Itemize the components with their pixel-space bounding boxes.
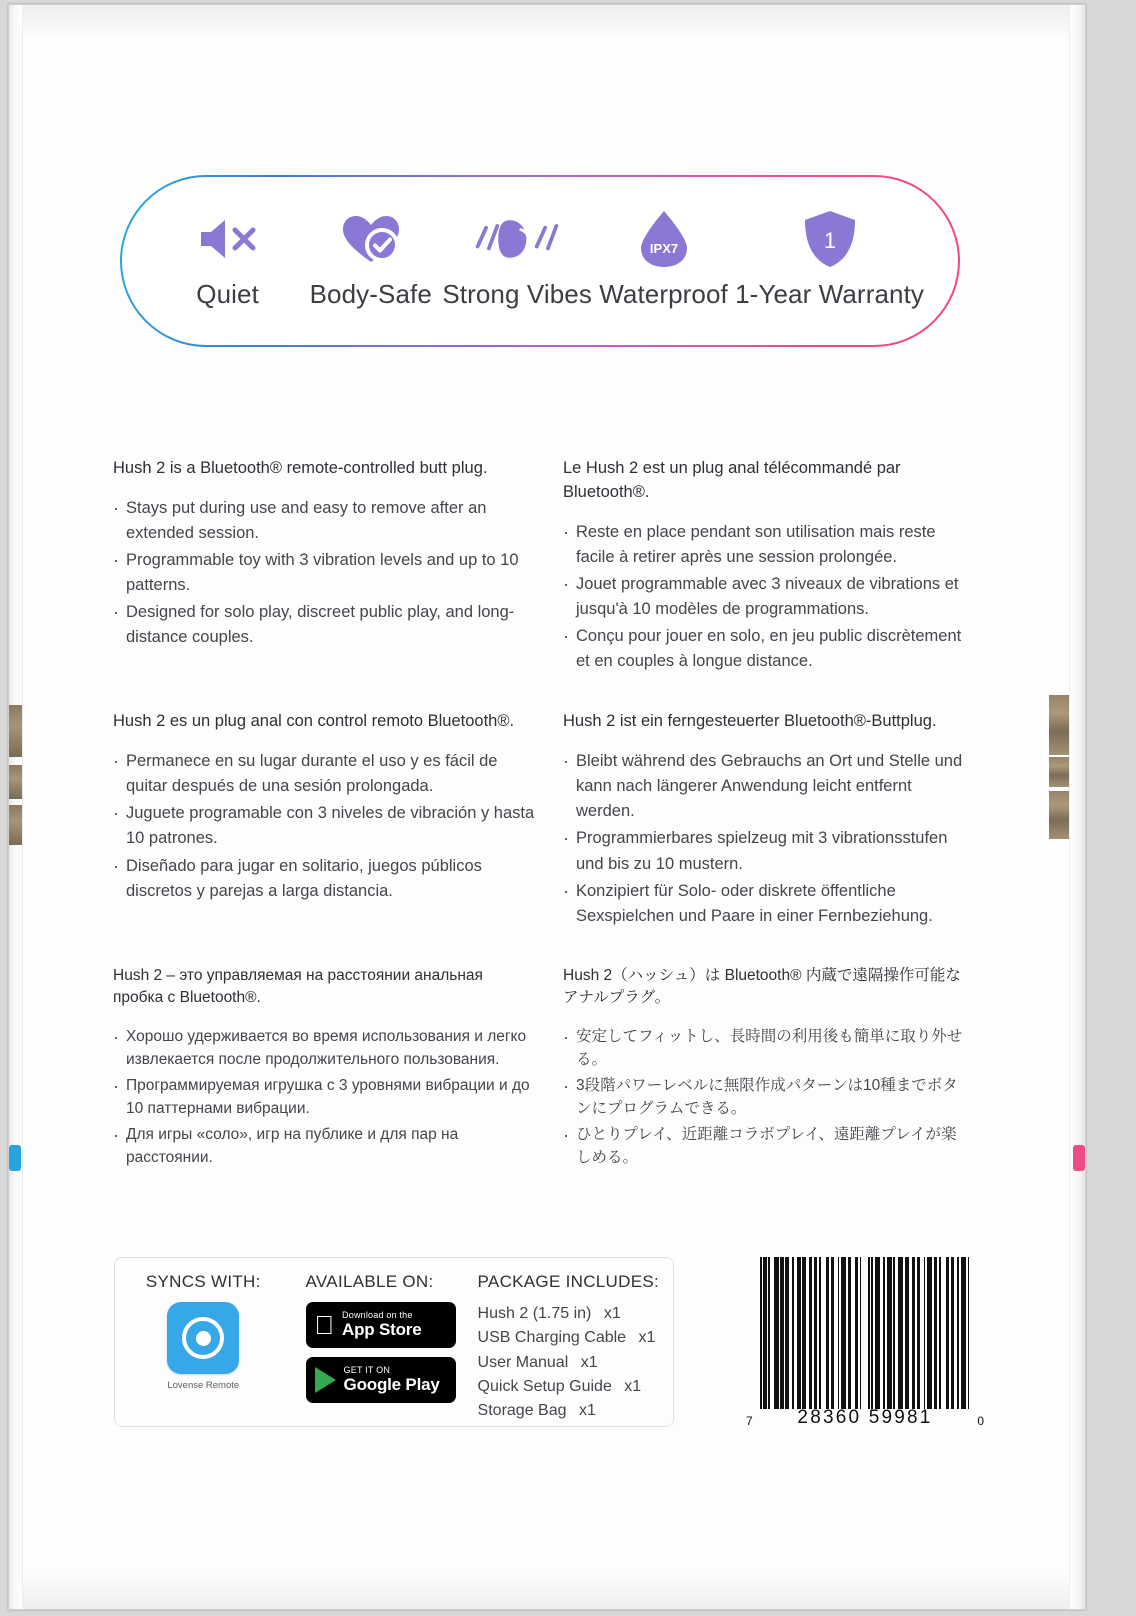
list-item: · 3段階パワーレベルに無限作成パターンは10種までボタンにプログラムできる。 bbox=[563, 1074, 967, 1121]
app-name-label: Lovense Remote bbox=[167, 1380, 240, 1391]
item-qty: x1 bbox=[624, 1377, 642, 1395]
package-includes-section bbox=[464, 1272, 673, 1426]
list-item bbox=[478, 1375, 659, 1399]
description-bullets bbox=[113, 749, 537, 903]
barcode-main-digits: 28360 59981 bbox=[797, 1407, 933, 1428]
feature-label: Waterproof bbox=[599, 279, 728, 309]
mute-speaker-icon bbox=[183, 205, 273, 273]
feature-highlights-pill bbox=[120, 175, 960, 347]
list-item: · Programmable toy with 3 vibration levels and up to 10 patterns. bbox=[113, 548, 537, 598]
description-block-ru bbox=[113, 965, 563, 1172]
list-item: · ひとりプレイ、近距離コラボプレイ、遠距離プレイが楽しめる。 bbox=[563, 1123, 967, 1170]
description-bullets bbox=[563, 520, 967, 674]
cardboard-strip bbox=[9, 765, 22, 799]
app-store-badge[interactable] bbox=[306, 1302, 456, 1348]
badge-name: Google Play bbox=[343, 1374, 440, 1394]
item-qty: x1 bbox=[580, 1353, 598, 1371]
cardboard-strip bbox=[9, 705, 22, 757]
list-item: · Designed for solo play, discreet public play, and long-distance couples. bbox=[113, 600, 537, 650]
barcode bbox=[746, 1257, 984, 1437]
section-title: PACKAGE INCLUDES: bbox=[477, 1272, 659, 1291]
list-item: · Bleibt während des Gebrauchs an Ort und Stelle und kann nach längerer Anwendung leicht entfernt werden. bbox=[563, 749, 967, 824]
item-qty: x1 bbox=[638, 1329, 656, 1347]
description-heading: Hush 2 es un plug anal con control remoto Bluetooth®. bbox=[113, 712, 515, 731]
list-item bbox=[478, 1399, 659, 1423]
item-name: USB Charging Cable bbox=[477, 1329, 627, 1347]
apple-logo-icon bbox=[315, 1312, 335, 1338]
list-item: · Программируемая игрушка с 3 уровнями вибрации и до 10 паттернами вибрации. bbox=[113, 1074, 537, 1121]
list-item: · Programmierbares spielzeug mit 3 vibrationsstufen und bis zu 10 mustern. bbox=[563, 826, 967, 876]
vibration-icon bbox=[472, 205, 562, 273]
description-heading: Hush 2 is a Bluetooth® remote-controlled butt plug. bbox=[113, 459, 488, 477]
waterdrop-ipx7-icon bbox=[619, 205, 709, 273]
feature-label: Body-Safe bbox=[309, 279, 432, 309]
list-item: · Juguete programable con 3 niveles de vibración y hasta 10 patrones. bbox=[113, 801, 537, 851]
description-heading: Hush 2（ハッシュ）は Bluetooth® 内蔵で遠隔操作可能なアナルプラグ。 bbox=[563, 966, 961, 1007]
multilingual-description bbox=[113, 457, 993, 1206]
cardboard-strip bbox=[9, 805, 22, 845]
description-block-ja bbox=[563, 965, 993, 1172]
shield-one-icon bbox=[785, 205, 875, 273]
list-item: · Reste en place pendant son utilisation mais reste facile à retirer après une session prolongée. bbox=[563, 520, 967, 570]
pink-edge-accent bbox=[1073, 1145, 1085, 1171]
description-block-es bbox=[113, 710, 563, 930]
google-play-icon bbox=[315, 1367, 336, 1393]
product-box-back-panel bbox=[8, 4, 1086, 1610]
description-block-en bbox=[113, 457, 563, 676]
description-bullets bbox=[113, 496, 537, 650]
blue-edge-accent bbox=[9, 1145, 21, 1171]
lovense-remote-app-icon bbox=[167, 1302, 239, 1374]
feature-body-safe bbox=[299, 205, 442, 310]
list-item: · Diseñado para jugar en solitario, juegos públicos discretos y parejas a larga distancia. bbox=[113, 854, 537, 904]
list-item: · Хорошо удерживается во время использования и легко извлекается после продолжительного пользования. bbox=[113, 1025, 537, 1072]
description-heading: Le Hush 2 est un plug anal télécommandé par Bluetooth®. bbox=[563, 459, 901, 501]
google-play-badge[interactable] bbox=[306, 1357, 456, 1403]
description-block-fr bbox=[563, 457, 993, 676]
list-item: · Conçu pour jouer en solo, en jeu public discrètement et en couples à longue distance. bbox=[563, 624, 967, 674]
description-block-de bbox=[563, 710, 993, 930]
feature-label: 1-Year Warranty bbox=[735, 279, 924, 309]
item-qty: x1 bbox=[603, 1305, 621, 1322]
feature-strong-vibes bbox=[442, 205, 592, 310]
description-bullets bbox=[563, 1025, 967, 1170]
package-info-panel bbox=[114, 1257, 674, 1427]
cardboard-strip bbox=[1049, 695, 1069, 755]
feature-warranty bbox=[735, 205, 924, 310]
badge-pretext: GET IT ON bbox=[343, 1365, 391, 1376]
badge-name: App Store bbox=[322, 1319, 402, 1339]
list-item: · 安定してフィットし、長時間の利用後も簡単に取り外せる。 bbox=[563, 1025, 967, 1072]
list-item: · Stays put during use and easy to remove after an extended session. bbox=[113, 496, 537, 546]
cardboard-strip bbox=[1049, 791, 1069, 839]
list-item: · Permanece en su lugar durante el uso y es fácil de quitar después de una sesión prolongada. bbox=[113, 749, 537, 799]
svg-text:1: 1 bbox=[823, 228, 836, 253]
item-name: Storage Bag bbox=[477, 1402, 567, 1420]
description-bullets bbox=[113, 1025, 537, 1170]
item-name: User Manual bbox=[477, 1353, 569, 1371]
barcode-left-digit: 7 bbox=[746, 1414, 753, 1428]
badge-pretext: Download on the bbox=[322, 1310, 394, 1321]
description-heading: Hush 2 – это управляемая на расстоянии анальная пробка с Bluetooth®. bbox=[113, 966, 483, 1007]
list-item bbox=[478, 1351, 659, 1375]
svg-text:IPX7: IPX7 bbox=[649, 241, 678, 256]
item-name: Hush 2 (1.75 in) bbox=[477, 1305, 592, 1322]
section-title: AVAILABLE ON: bbox=[305, 1272, 434, 1291]
list-item: · Konzipiert für Solo- oder diskrete öffentliche Sexspielchen und Paare in einer Fernbeziehung. bbox=[563, 879, 967, 929]
list-item bbox=[478, 1326, 659, 1350]
feature-waterproof bbox=[592, 205, 735, 310]
description-bullets bbox=[563, 749, 967, 929]
cardboard-strip bbox=[1049, 757, 1069, 787]
list-item: · Jouet programmable avec 3 niveaux de vibrations et jusqu'à 10 modèles de programmations. bbox=[563, 572, 967, 622]
barcode-digits bbox=[746, 1407, 984, 1429]
available-on-section bbox=[292, 1272, 464, 1426]
box-right-edge bbox=[1069, 5, 1085, 1609]
item-qty: x1 bbox=[578, 1402, 596, 1420]
item-name: Quick Setup Guide bbox=[477, 1377, 612, 1395]
syncs-with-section bbox=[115, 1272, 292, 1426]
list-item bbox=[478, 1302, 659, 1326]
barcode-bars bbox=[760, 1257, 970, 1409]
description-heading: Hush 2 ist ein ferngesteuerter Bluetooth®-Buttplug. bbox=[563, 712, 937, 731]
feature-label: Strong Vibes bbox=[442, 279, 592, 309]
box-bottom-edge bbox=[9, 1573, 1085, 1609]
section-title: SYNCS WITH: bbox=[145, 1272, 261, 1291]
heart-check-icon bbox=[326, 205, 416, 273]
feature-label: Quiet bbox=[196, 279, 259, 309]
feature-quiet bbox=[156, 205, 299, 310]
barcode-right-digit: 0 bbox=[977, 1414, 984, 1428]
list-item: · Для игры «соло», игр на публике и для пар на расстоянии. bbox=[113, 1123, 537, 1170]
box-top-edge bbox=[9, 5, 1085, 39]
